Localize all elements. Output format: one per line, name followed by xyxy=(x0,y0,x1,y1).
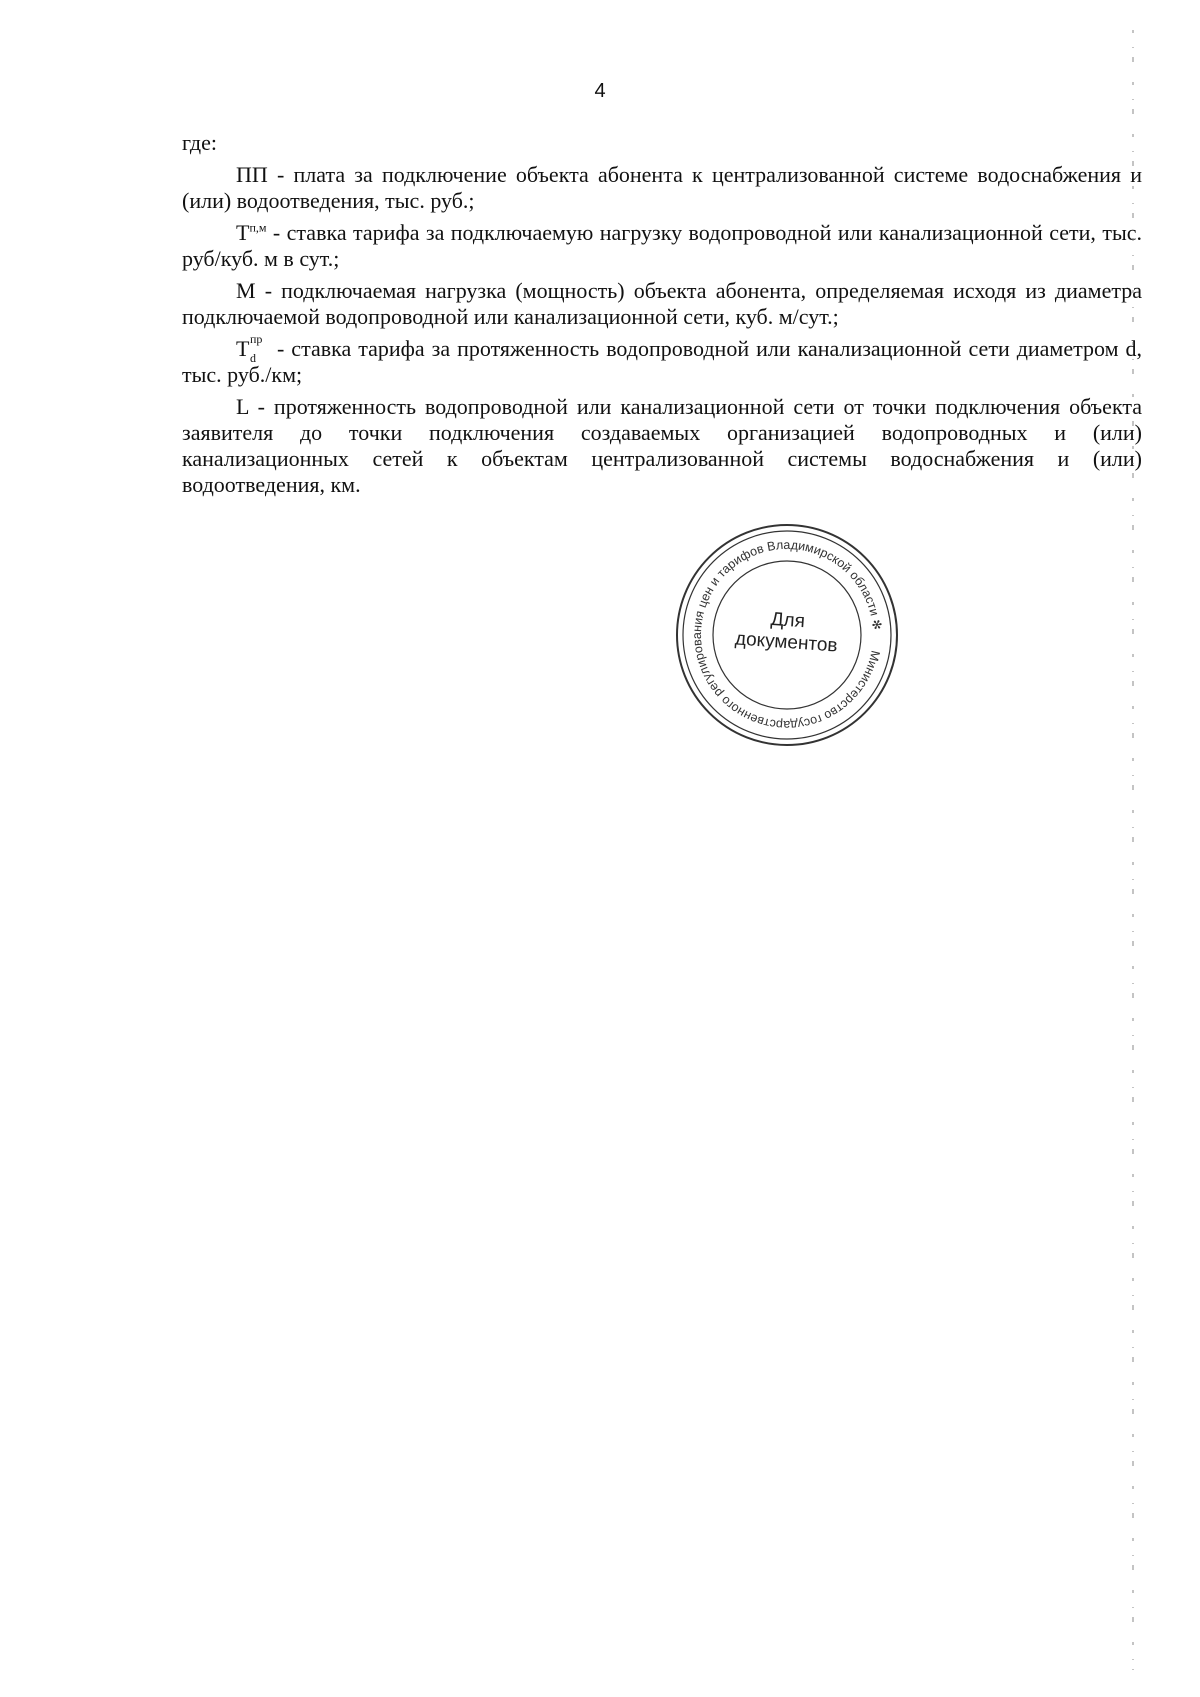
definition-tpm xyxy=(182,220,1142,272)
stamp-ring-textpath: Министерство государственного регулирования цен и тарифов Владимирской области ✻ xyxy=(689,537,884,733)
tpr-subscript: d xyxy=(250,351,256,365)
stamp-center-line2: документов xyxy=(734,628,839,657)
definition-m: М - подключаемая нагрузка (мощность) объекта абонента, определяемая исходя из диаметра подключаемой водопроводной или канализационной сети, куб. м/сут.; xyxy=(182,278,1142,329)
ministry-stamp xyxy=(672,520,902,750)
scan-edge-artifact xyxy=(1132,30,1134,1670)
document-body xyxy=(182,130,1142,504)
stamp-center-line1: Для xyxy=(769,608,806,633)
definition-l: L - протяженность водопроводной или канализационной сети от точки подключения объекта заявителя до точки подключения создаваемых организацией водопроводных и (или) канализационных сетей к объектам централизованной системы водоснабжения и (или) водоотведения, км. xyxy=(182,394,1142,497)
definition-tpr xyxy=(182,332,1142,388)
tpr-formula-symbol xyxy=(236,332,270,365)
tpm-symbol: Т xyxy=(236,220,250,245)
tpm-description: - ставка тарифа за подключаемую нагрузку водопроводной или канализационной сети, тыс. руб/куб. м в сут.; xyxy=(182,220,1142,271)
tpm-superscript: п,м xyxy=(249,220,267,235)
tpr-description: - ставка тарифа за протяженность водопроводной или канализационной сети диаметром d, тыс. руб./км; xyxy=(182,336,1142,387)
tpr-symbol: Т xyxy=(236,336,250,361)
page-number: 4 xyxy=(594,80,606,102)
tpr-superscript: пр xyxy=(250,332,263,346)
definition-pp: ПП - плата за подключение объекта абонента к централизованной системе водоснабжения и (или) водоотведения, тыс. руб.; xyxy=(182,162,1142,213)
intro-label: где: xyxy=(182,130,217,155)
